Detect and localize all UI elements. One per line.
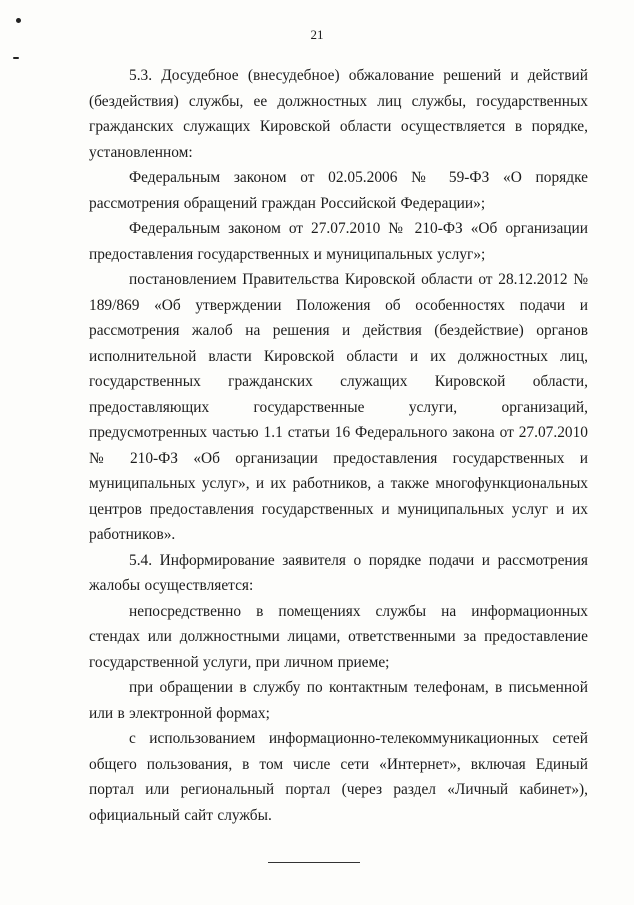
paragraph-federal-law-210: Федеральным законом от 27.07.2010 № 210-ФЗ «Об организации предоставления государственных и муниципальных услуг»; — [89, 220, 588, 263]
paragraph-5-3: 5.3. Досудебное (внесудебное) обжалование решений и действий (бездействия) службы, ее должностных лиц службы, государственных гражданских служащих Кировской области осуществляется в порядке, установленном: — [89, 67, 588, 161]
paragraph-government-decree: постановлением Правительства Кировской области от 28.12.2012 № 189/869 «Об утверждении Положения об особенностях подачи и рассмотрения жалоб на решения и действия (бездействие) органов исполнительной власти Кировской области и их должностных лиц, государственных гражданских служащих Кировской области, предоставляющих государственные услуги, организаций, предусмотренных частью 1.1 статьи 16 Федерального закона от 27.07.2010 № 210-ФЗ «Об организации предоставления государственных и муниципальных услуг», и их работников, а также многофункциональных центров предоставления государственных и муниципальных услуг и их работников». — [89, 271, 588, 543]
scan-speck-dash — [13, 57, 19, 59]
paragraph-via-internet: с использованием информационно-телекоммуникационных сетей общего пользования, в том числе сети «Интернет», включая Единый портал или региональный портал (через раздел «Личный кабинет»), официальный сайт службы. — [89, 730, 588, 824]
scan-speck-dot — [16, 18, 21, 23]
paragraph-by-phone: при обращении в службу по контактным телефонам, в письменной или в электронной формах; — [89, 679, 588, 722]
page-number: 21 — [310, 27, 324, 42]
bottom-rule — [268, 862, 360, 863]
paragraph-federal-law-59: Федеральным законом от 02.05.2006 № 59-ФЗ «О порядке рассмотрения обращений граждан Российской Федерации»; — [89, 169, 588, 212]
paragraph-5-4: 5.4. Информирование заявителя о порядке подачи и рассмотрения жалобы осуществляется: — [89, 551, 588, 594]
document-body — [89, 63, 588, 828]
paragraph-in-premises: непосредственно в помещениях службы на информационных стендах или должностными лицами, ответственными за предоставление государственной услуги, при личном приеме; — [89, 602, 588, 671]
